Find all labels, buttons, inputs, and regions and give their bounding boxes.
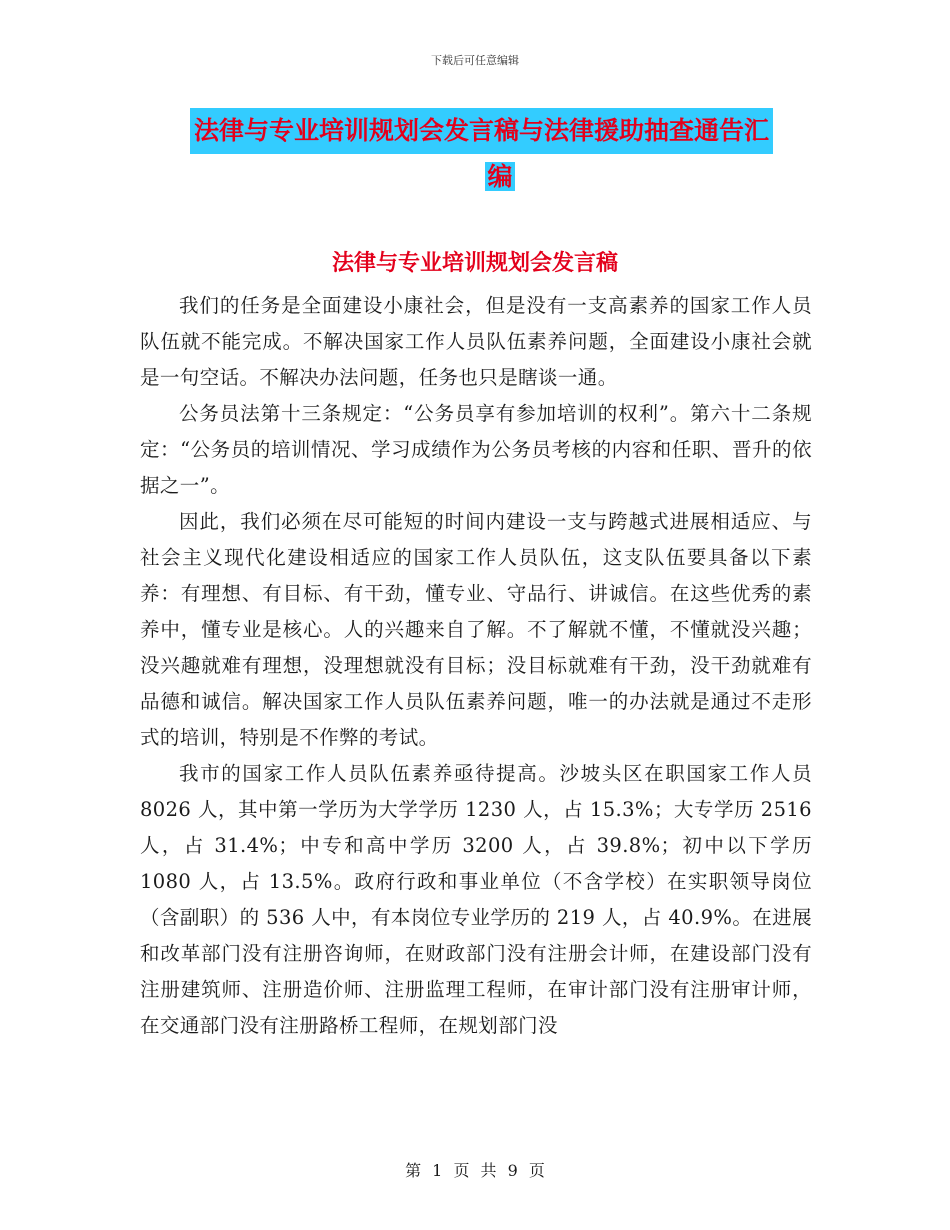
header-note: 下载后可任意编辑 [431,54,519,67]
paragraph: 我市的国家工作人员队伍素养亟待提高。沙坡头区在职国家工作人员 8026 人，其中第一学历为大学学历 1230 人，占 15.3%；大专学历 2516 人，占 31.4%；中专和高中学历 3200 人，占 39.8%；初中以下学历 1080 人，占 13.5%。政府行政和事业单位（不含学校）在实职领导岗位（含副职）的 536 人中，有本岗位专业学历的 219 人，占 40.9%。在进展和改革部门没有注册咨询师，在财政部门没有注册会计师，在建设部门没有注册建筑师、注册造价师、注册监理工程师，在审计部门没有注册审计师，在交通部门没有注册路桥工程师，在规划部门没 [140,762,812,1037]
section-title: 法律与专业培训规划会发言稿 [331,251,618,276]
document-title [190,108,810,200]
paragraph: 我们的任务是全面建设小康社会，但是没有一支高素养的国家工作人员队伍就不能完成。不解决国家工作人员队伍素养问题，全面建设小康社会就是一句空话。不解决办法问题，任务也只是瞎谈一通。 [140,294,812,389]
page-footer: 第 1 页 共 9 页 [405,1161,545,1180]
paragraph: 公务员法第十三条规定：“公务员享有参加培训的权利”。第六十二条规定：“公务员的培训情况、学习成绩作为公务员考核的内容和任职、晋升的依据之一”。 [140,402,812,497]
document-title-line2: 编 [487,162,513,191]
paragraph: 因此，我们必须在尽可能短的时间内建设一支与跨越式进展相适应、与社会主义现代化建设相适应的国家工作人员队伍，这支队伍要具备以下素养：有理想、有目标、有干劲，懂专业、守品行、讲诚信。在这些优秀的素养中，懂专业是核心。人的兴趣来自了解。不了解就不懂，不懂就没兴趣；没兴趣就难有理想，没理想就没有目标；没目标就难有干劲，没干劲就难有品德和诚信。解决国家工作人员队伍素养问题，唯一的办法就是通过不走形式的培训，特别是不作弊的考试。 [140,510,812,749]
body-text [140,288,812,1044]
document-title-line1: 法律与专业培训规划会发言稿与法律援助抽查通告汇 [190,108,773,154]
document-title-line2-wrap [190,154,810,200]
